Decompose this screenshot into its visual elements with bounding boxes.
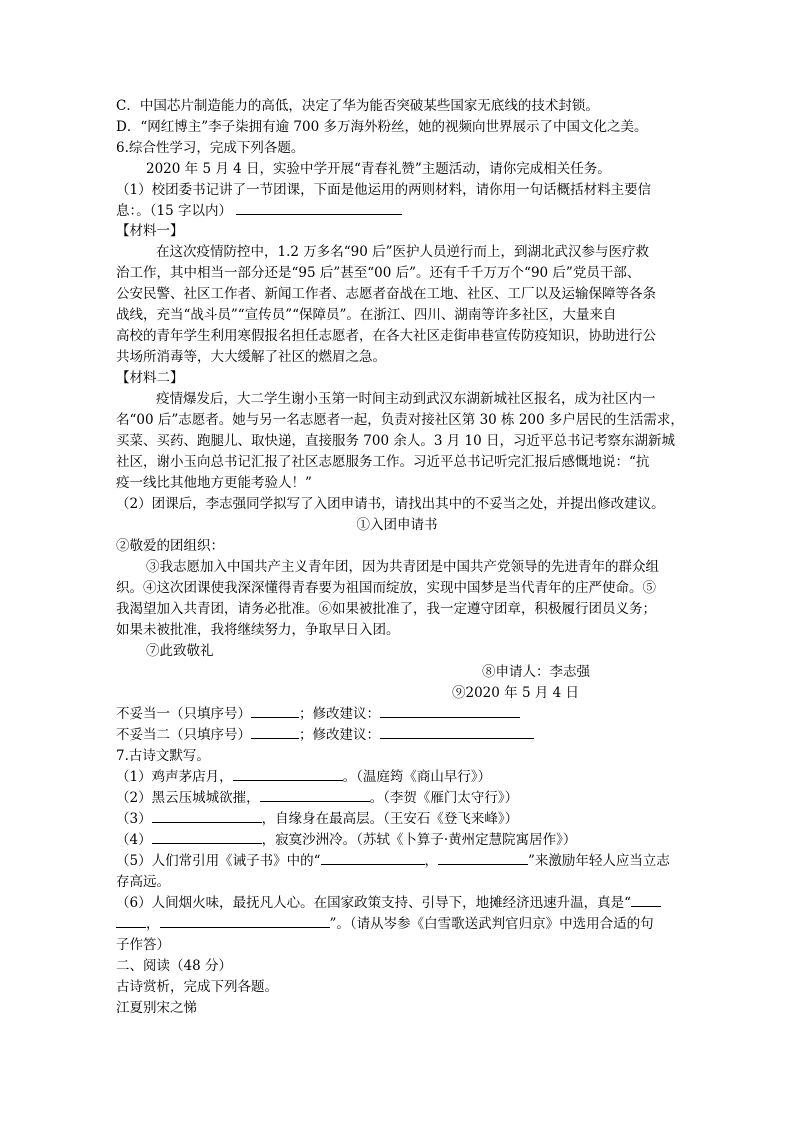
improper-2-number-blank[interactable] <box>251 726 299 739</box>
poem-appreciation-heading: 古诗赏析，完成下列各题。 <box>116 979 278 995</box>
poem-item-4-text: ，寂寞沙洲冷。（苏轼《卜算子·黄州定慧院寓居作》） <box>261 832 577 848</box>
poem-item-6-comma: ， <box>146 916 160 932</box>
poem-item-4 <box>116 831 696 849</box>
application-body: 织。④这次团课使我深深懂得青春要为祖国而绽放，实现中国梦是当代青年的庄严使命。⑤ <box>116 580 656 596</box>
improper-1-label: 不妥当一（只填序号） <box>116 706 251 722</box>
poem-blank-4[interactable] <box>152 831 262 844</box>
improper-1-line <box>116 705 696 723</box>
application-title: ①入团申请书 <box>356 517 438 533</box>
option-d-line: D．“网红博主”李子柒拥有逾 700 多万海外粉丝，她的视频向世界展示了中国文化之美。 <box>116 119 648 135</box>
poem-blank-6a[interactable] <box>631 894 661 907</box>
improper-2-suggest-label: ；修改建议： <box>299 727 380 743</box>
poem-item-3 <box>116 810 696 828</box>
improper-1-suggest-label: ；修改建议： <box>299 706 380 722</box>
poem-blank-6c[interactable] <box>160 915 330 928</box>
option-c-line: C．中国芯片制造能力的高低，决定了华为能否突破某些国家无底线的技术封锁。 <box>116 98 599 114</box>
material-1-para: 公安民警、社区工作者、新闻工作者、志愿者奋战在工地、社区、工厂以及运输保障等各条 <box>116 286 656 302</box>
poem-blank-6b[interactable] <box>116 915 146 928</box>
application-closing: ⑦此致敬礼 <box>146 643 214 659</box>
poem-item-5-comma: ， <box>424 853 438 869</box>
material-1-para: 共场所消毒等，大大缓解了社区的燃眉之急。 <box>116 349 386 365</box>
poem-blank-3[interactable] <box>152 810 262 823</box>
poem-item-5-cont: 存高远。 <box>116 874 170 890</box>
poem-title: 江夏别宋之悌 <box>116 1000 197 1016</box>
subquestion-1-line2 <box>116 202 696 220</box>
application-body: 我渴望加入共青团，请务必批准。⑥如果被批准了，我一定遵守团章，积极履行团员义务； <box>116 601 656 617</box>
poem-item-6-tail: ”。（请从岑参《白雪歌送武判官归京》中选用合适的句 <box>329 916 654 932</box>
poem-item-6-text: （6）人间烟火味，最抚凡人心。在国家政策支持、引导下，地摊经济迅速升温，真是“ <box>116 895 631 911</box>
improper-2-label: 不妥当二（只填序号） <box>116 727 251 743</box>
poem-item-1-text: （1）鸡声茅店月， <box>116 769 233 785</box>
improper-2-line <box>116 726 696 744</box>
poem-item-2-text: （2）黑云压城城欲摧， <box>116 790 260 806</box>
poem-item-5 <box>116 852 696 870</box>
poem-item-6-end: 子作答） <box>116 937 170 953</box>
application-date: ⑨2020 年 5 月 4 日 <box>452 685 579 701</box>
subquestion-1-text: 息：。（15 字以内） <box>116 203 232 219</box>
material-2-para: 疫情爆发后，大二学生谢小玉第一时间主动到武汉东湖新城社区报名，成为社区内一 <box>156 391 656 407</box>
material-2-para: 疫一线比其他地方更能考验人！” <box>116 475 312 491</box>
poem-item-4-number: （4） <box>116 832 152 848</box>
material-1-para: 高校的青年学生利用寒假报名担任志愿者，在各大社区走街串巷宣传防疫知识，协助进行公 <box>116 328 656 344</box>
poem-blank-1[interactable] <box>233 768 343 781</box>
answer-blank[interactable] <box>236 202 402 215</box>
improper-1-number-blank[interactable] <box>251 705 299 718</box>
material-2-para: 买菜、买药、跑腿儿、取快递，直接服务 700 余人。3 月 10 日，习近平总书记考察东湖新城 <box>116 433 675 449</box>
poem-item-2-source: 。（李贺《雁门太守行》） <box>369 790 519 806</box>
application-salutation: ②敬爱的团组织： <box>116 538 224 554</box>
poem-item-2 <box>116 789 696 807</box>
poem-blank-5b[interactable] <box>438 852 528 865</box>
application-signature: ⑧申请人：李志强 <box>482 664 590 680</box>
subquestion-2: （2）团课后，李志强同学拟写了入团申请书，请找出其中的不妥当之处，并提出修改建议。 <box>116 496 665 512</box>
application-body: ③我志愿加入中国共产主义青年团，因为共青团是中国共产党领导的先进青年的群众组 <box>146 559 659 575</box>
question-6-heading: 6.综合性学习，完成下列各题。 <box>116 140 305 156</box>
section-2-heading: 二、阅读（48 分） <box>116 958 232 974</box>
poem-item-1 <box>116 768 696 786</box>
poem-item-5-tail: ”来激励年轻人应当立志 <box>528 853 670 869</box>
poem-item-3-number: （3） <box>116 811 152 827</box>
poem-item-5-text: （5）人们常引用《诫子书》中的“ <box>116 853 321 869</box>
poem-blank-5a[interactable] <box>321 852 425 865</box>
material-1-para: 治工作，其中相当一部分还是“95 后”甚至“00 后”。还有千千万万个“90 后”党员干部、 <box>116 265 641 281</box>
activity-intro: 2020 年 5 月 4 日，实验中学开展“青春礼赞”主题活动，请你完成相关任务。 <box>146 161 611 177</box>
material-2-para: 社区，谢小玉向总书记汇报了社区志愿服务工作。习近平总书记听完汇报后感慨地说：“抗 <box>116 454 650 470</box>
material-2-heading: 【材料二】 <box>116 370 184 386</box>
poem-item-6-cont <box>116 915 696 933</box>
subquestion-1-line1: （1）校团委书记讲了一节团课，下面是他运用的两则材料，请你用一句话概括材料主要信 <box>116 182 652 198</box>
poem-item-1-source: 。（温庭筠《商山早行》） <box>342 769 492 785</box>
material-1-para: 战线，充当“战斗员”“宣传员”“保障员”。在浙江、四川、湖南等许多社区，大量来自 <box>116 307 617 323</box>
improper-1-suggest-blank[interactable] <box>380 705 520 718</box>
question-7-heading: 7.古诗文默写。 <box>116 748 210 764</box>
material-2-para: 名“00 后”志愿者。她与另一名志愿者一起，负责对接社区第 30 栋 200 多户居民的生活需求， <box>116 412 684 428</box>
improper-2-suggest-blank[interactable] <box>380 726 534 739</box>
poem-blank-2[interactable] <box>260 789 370 802</box>
material-1-para: 在这次疫情防控中，1.2 万多名“90 后”医护人员逆行而上，到湖北武汉参与医疗救 <box>156 244 650 260</box>
material-1-heading: 【材料一】 <box>116 223 184 239</box>
application-body: 如果未被批准，我将继续努力，争取早日入团。 <box>116 622 400 638</box>
poem-item-3-text: ，自缘身在最高层。（王安石《登飞来峰》） <box>261 811 519 827</box>
poem-item-6 <box>116 894 696 912</box>
